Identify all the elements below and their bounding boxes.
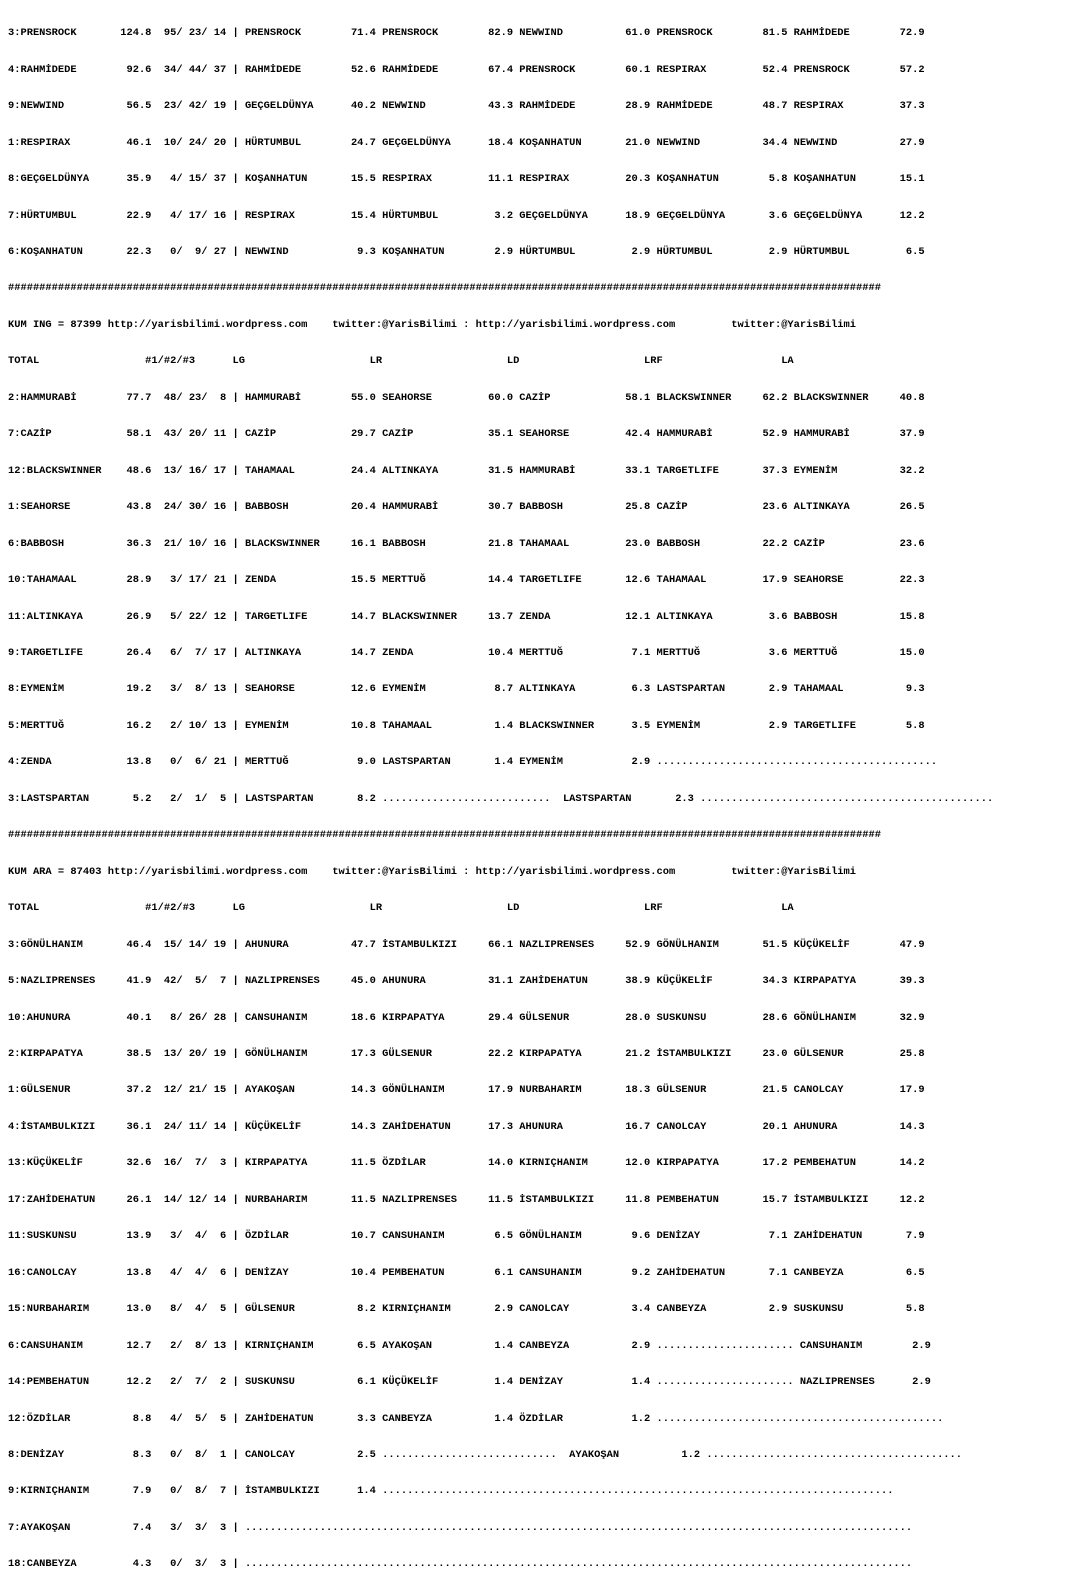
result-line: 14:PEMBEHATUN 12.2 2/ 7/ 2 | SUSKUNSU 6.1 KÜÇÜKELİF 1.4 DENİZAY 1.4 ...................... NAZLIPRENSES 2.9 bbox=[8, 1376, 931, 1389]
result-line: 13:KÜÇÜKELİF 32.6 16/ 7/ 3 | KIRPAPATYA 11.5 ÖZDİLAR 14.0 KIRNIÇHANIM 12.0 KIRPAPATYA 17.2 PEMBEHATUN 14.2 bbox=[8, 1157, 925, 1170]
result-line: 8:GEÇGELDÜNYA 35.9 4/ 15/ 37 | KOŞANHATUN 15.5 RESPIRAX 11.1 RESPIRAX 20.3 KOŞANHATUN 5.8 KOŞANHATUN 15.1 bbox=[8, 173, 925, 186]
result-line: 3:PRENSROCK 124.8 95/ 23/ 14 | PRENSROCK 71.4 PRENSROCK 82.9 NEWWIND 61.0 PRENSROCK 81.5 RAHMİDEDE 72.9 bbox=[8, 27, 925, 40]
result-line: 16:CANOLCAY 13.8 4/ 4/ 6 | DENİZAY 10.4 PEMBEHATUN 6.1 CANSUHANIM 9.2 ZAHİDEHATUN 7.1 CANBEYZA 6.5 bbox=[8, 1266, 925, 1279]
result-line: 11:ALTINKAYA 26.9 5/ 22/ 12 | TARGETLIFE 14.7 BLACKSWINNER 13.7 ZENDA 12.1 ALTINKAYA 3.6 BABBOSH 15.8 bbox=[8, 610, 925, 623]
result-line: 10:TAHAMAAL 28.9 3/ 17/ 21 | ZENDA 15.5 MERTTUĞ 14.4 TARGETLIFE 12.6 TAHAMAAL 17.9 SEAHORSE 22.3 bbox=[8, 574, 925, 587]
result-line: 6:KOŞANHATUN 22.3 0/ 9/ 27 | NEWWIND 9.3 KOŞANHATUN 2.9 HÜRTUMBUL 2.9 HÜRTUMBUL 2.9 HÜRTUMBUL 6.5 bbox=[8, 246, 925, 259]
column-header-line: TOTAL #1/#2/#3 LG LR LD LRF LA bbox=[8, 355, 794, 368]
result-line: 4:İSTAMBULKIZI 36.1 24/ 11/ 14 | KÜÇÜKELİF 14.3 ZAHİDEHATUN 17.3 AHUNURA 16.7 CANOLCAY 20.1 AHUNURA 14.3 bbox=[8, 1120, 925, 1133]
result-line: 4:ZENDA 13.8 0/ 6/ 21 | MERTTUĞ 9.0 LASTSPARTAN 1.4 EYMENİM 2.9 ............................................. bbox=[8, 756, 938, 769]
result-line: 9:TARGETLIFE 26.4 6/ 7/ 17 | ALTINKAYA 14.7 ZENDA 10.4 MERTTUĞ 7.1 MERTTUĞ 3.6 MERTTUĞ 15.0 bbox=[8, 647, 925, 660]
separator-line: ############################################################################################################################################ bbox=[8, 282, 881, 295]
result-line: 3:GÖNÜLHANIM 46.4 15/ 14/ 19 | AHUNURA 47.7 İSTAMBULKIZI 66.1 NAZLIPRENSES 52.9 GÖNÜLHANIM 51.5 KÜÇÜKELİF 47.9 bbox=[8, 938, 925, 951]
result-line: 3:LASTSPARTAN 5.2 2/ 1/ 5 | LASTSPARTAN 8.2 ........................... LASTSPARTAN 2.3 ............................................... bbox=[8, 792, 994, 805]
result-line: 12:BLACKSWINNER 48.6 13/ 16/ 17 | TAHAMAAL 24.4 ALTINKAYA 31.5 HAMMURABİ 33.1 TARGETLIFE 37.3 EYMENİM 32.2 bbox=[8, 464, 925, 477]
result-line: 1:SEAHORSE 43.8 24/ 30/ 16 | BABBOSH 20.4 HAMMURABİ 30.7 BABBOSH 25.8 CAZİP 23.6 ALTINKAYA 26.5 bbox=[8, 501, 925, 514]
result-line: 18:CANBEYZA 4.3 0/ 3/ 3 | ........................................................................................................... bbox=[8, 1558, 913, 1571]
result-line: 1:GÜLSENUR 37.2 12/ 21/ 15 | AYAKOŞAN 14.3 GÖNÜLHANIM 17.9 NURBAHARIM 18.3 GÜLSENUR 21.5 CANOLCAY 17.9 bbox=[8, 1084, 925, 1097]
result-line: 2:HAMMURABİ 77.7 48/ 23/ 8 | HAMMURABİ 55.0 SEAHORSE 60.0 CAZİP 58.1 BLACKSWINNER 62.2 BLACKSWINNER 40.8 bbox=[8, 391, 925, 404]
result-line: 11:SUSKUNSU 13.9 3/ 4/ 6 | ÖZDİLAR 10.7 CANSUHANIM 6.5 GÖNÜLHANIM 9.6 DENİZAY 7.1 ZAHİDEHATUN 7.9 bbox=[8, 1230, 925, 1243]
race-header-line: KUM ARA = 87403 http://yarisbilimi.wordpress.com twitter:@YarisBilimi : http://yarisbilimi.wordpress.com twitter:@YarisBilimi bbox=[8, 865, 857, 878]
result-line: 10:AHUNURA 40.1 8/ 26/ 28 | CANSUHANIM 18.6 KIRPAPATYA 29.4 GÜLSENUR 28.0 SUSKUNSU 28.6 GÖNÜLHANIM 32.9 bbox=[8, 1011, 925, 1024]
result-line: 5:MERTTUĞ 16.2 2/ 10/ 13 | EYMENİM 10.8 TAHAMAAL 1.4 BLACKSWINNER 3.5 EYMENİM 2.9 TARGETLIFE 5.8 bbox=[8, 719, 925, 732]
result-line: 1:RESPIRAX 46.1 10/ 24/ 20 | HÜRTUMBUL 24.7 GEÇGELDÜNYA 18.4 KOŞANHATUN 21.0 NEWWIND 34.4 NEWWIND 27.9 bbox=[8, 136, 925, 149]
result-line: 4:RAHMİDEDE 92.6 34/ 44/ 37 | RAHMİDEDE 52.6 RAHMİDEDE 67.4 PRENSROCK 60.1 RESPIRAX 52.4 PRENSROCK 57.2 bbox=[8, 63, 925, 76]
result-line: 12:ÖZDİLAR 8.8 4/ 5/ 5 | ZAHİDEHATUN 3.3 CANBEYZA 1.4 ÖZDİLAR 1.2 .............................................. bbox=[8, 1412, 944, 1425]
result-line: 8:DENİZAY 8.3 0/ 8/ 1 | CANOLCAY 2.5 ............................ AYAKOŞAN 1.2 ......................................... bbox=[8, 1448, 963, 1461]
column-header-line: TOTAL #1/#2/#3 LG LR LD LRF LA bbox=[8, 902, 794, 915]
result-line: 5:NAZLIPRENSES 41.9 42/ 5/ 7 | NAZLIPRENSES 45.0 AHUNURA 31.1 ZAHİDEHATUN 38.9 KÜÇÜKELİF 34.3 KIRPAPATYA 39.3 bbox=[8, 975, 925, 988]
result-line: 15:NURBAHARIM 13.0 8/ 4/ 5 | GÜLSENUR 8.2 KIRNIÇHANIM 2.9 CANOLCAY 3.4 CANBEYZA 2.9 SUSKUNSU 5.8 bbox=[8, 1303, 925, 1316]
result-line: 9:NEWWIND 56.5 23/ 42/ 19 | GEÇGELDÜNYA 40.2 NEWWIND 43.3 RAHMİDEDE 28.9 RAHMİDEDE 48.7 RESPIRAX 37.3 bbox=[8, 100, 925, 113]
result-line: 7:HÜRTUMBUL 22.9 4/ 17/ 16 | RESPIRAX 15.4 HÜRTUMBUL 3.2 GEÇGELDÜNYA 18.9 GEÇGELDÜNYA 3.6 GEÇGELDÜNYA 12.2 bbox=[8, 209, 925, 222]
result-line: 17:ZAHİDEHATUN 26.1 14/ 12/ 14 | NURBAHARIM 11.5 NAZLIPRENSES 11.5 İSTAMBULKIZI 11.8 PEMBEHATUN 15.7 İSTAMBULKIZI 12.2 bbox=[8, 1193, 925, 1206]
result-line: 2:KIRPAPATYA 38.5 13/ 20/ 19 | GÖNÜLHANIM 17.3 GÜLSENUR 22.2 KIRPAPATYA 21.2 İSTAMBULKIZI 23.0 GÜLSENUR 25.8 bbox=[8, 1048, 925, 1060]
result-line: 6:CANSUHANIM 12.7 2/ 8/ 13 | KIRNIÇHANIM 6.5 AYAKOŞAN 1.4 CANBEYZA 2.9 ...................... CANSUHANIM 2.9 bbox=[8, 1339, 931, 1352]
result-line: 8:EYMENİM 19.2 3/ 8/ 13 | SEAHORSE 12.6 EYMENİM 8.7 ALTINKAYA 6.3 LASTSPARTAN 2.9 TAHAMAAL 9.3 bbox=[8, 683, 925, 696]
separator-line: ############################################################################################################################################ bbox=[8, 829, 881, 842]
result-line: 7:AYAKOŞAN 7.4 3/ 3/ 3 | ........................................................................................................... bbox=[8, 1521, 913, 1534]
result-line: 9:KIRNIÇHANIM 7.9 0/ 8/ 7 | İSTAMBULKIZI 1.4 .................................................................................. bbox=[8, 1485, 894, 1498]
result-line: 7:CAZİP 58.1 43/ 20/ 11 | CAZİP 29.7 CAZİP 35.1 SEAHORSE 42.4 HAMMURABİ 52.9 HAMMURABİ 37.9 bbox=[8, 428, 925, 441]
result-line: 6:BABBOSH 36.3 21/ 10/ 16 | BLACKSWINNER 16.1 BABBOSH 21.8 TAHAMAAL 23.0 BABBOSH 22.2 CAZİP 23.6 bbox=[8, 537, 925, 550]
race-header-line: KUM ING = 87399 http://yarisbilimi.wordpress.com twitter:@YarisBilimi : http://yarisbilimi.wordpress.com twitter:@YarisBilimi bbox=[8, 318, 857, 331]
